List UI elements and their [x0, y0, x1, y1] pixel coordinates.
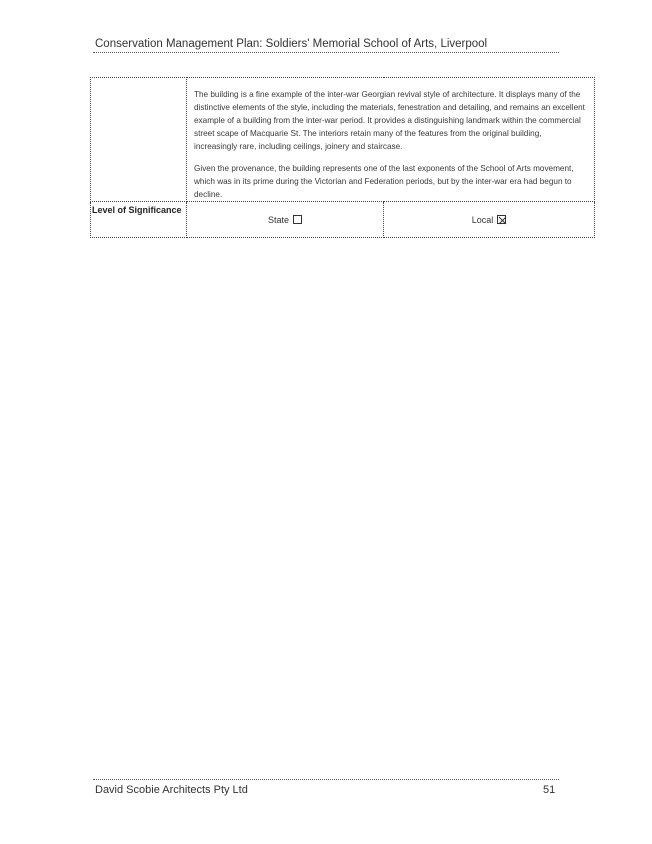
local-option-cell	[384, 202, 595, 238]
state-label: State	[267, 214, 289, 225]
level-row	[91, 202, 595, 238]
page-header-title: Conservation Management Plan: Soldiers' Memorial School of Arts, Liverpool	[95, 38, 488, 50]
state-checkbox[interactable]	[293, 215, 302, 224]
description-paragraph: Given the provenance, the building represents one of the last exponents of the School of Arts movement, which was in its prime during the Victorian and Federation periods, but by the inter-war era had begun to decline.	[194, 164, 574, 199]
header-divider	[93, 52, 559, 53]
page-number: 51	[543, 784, 556, 796]
local-label: Local	[471, 214, 494, 225]
significance-table	[90, 77, 595, 238]
description-paragraph: The building is a fine example of the inter-war Georgian revival style of architecture. It displays many of the distinctive elements of the style, including the materials, fenestration and detailing, and remains an excellent example of a building from the inter-war period. It provides a distinguishing landmark within the commercial street scape of Macquarie St. The interiors retain many of the features from the original building, increasingly rare, including ceilings, joinery and staircase.	[194, 90, 585, 151]
local-checkbox[interactable]	[497, 215, 506, 224]
checkmark-x-icon	[498, 216, 507, 225]
footer-divider	[93, 779, 559, 780]
empty-label-cell	[91, 78, 187, 202]
description-cell	[187, 78, 595, 202]
level-of-significance-label: Level of Significance	[91, 202, 187, 238]
state-option-cell	[187, 202, 384, 238]
footer-company: David Scobie Architects Pty Ltd	[95, 784, 248, 796]
description-row	[91, 78, 595, 202]
